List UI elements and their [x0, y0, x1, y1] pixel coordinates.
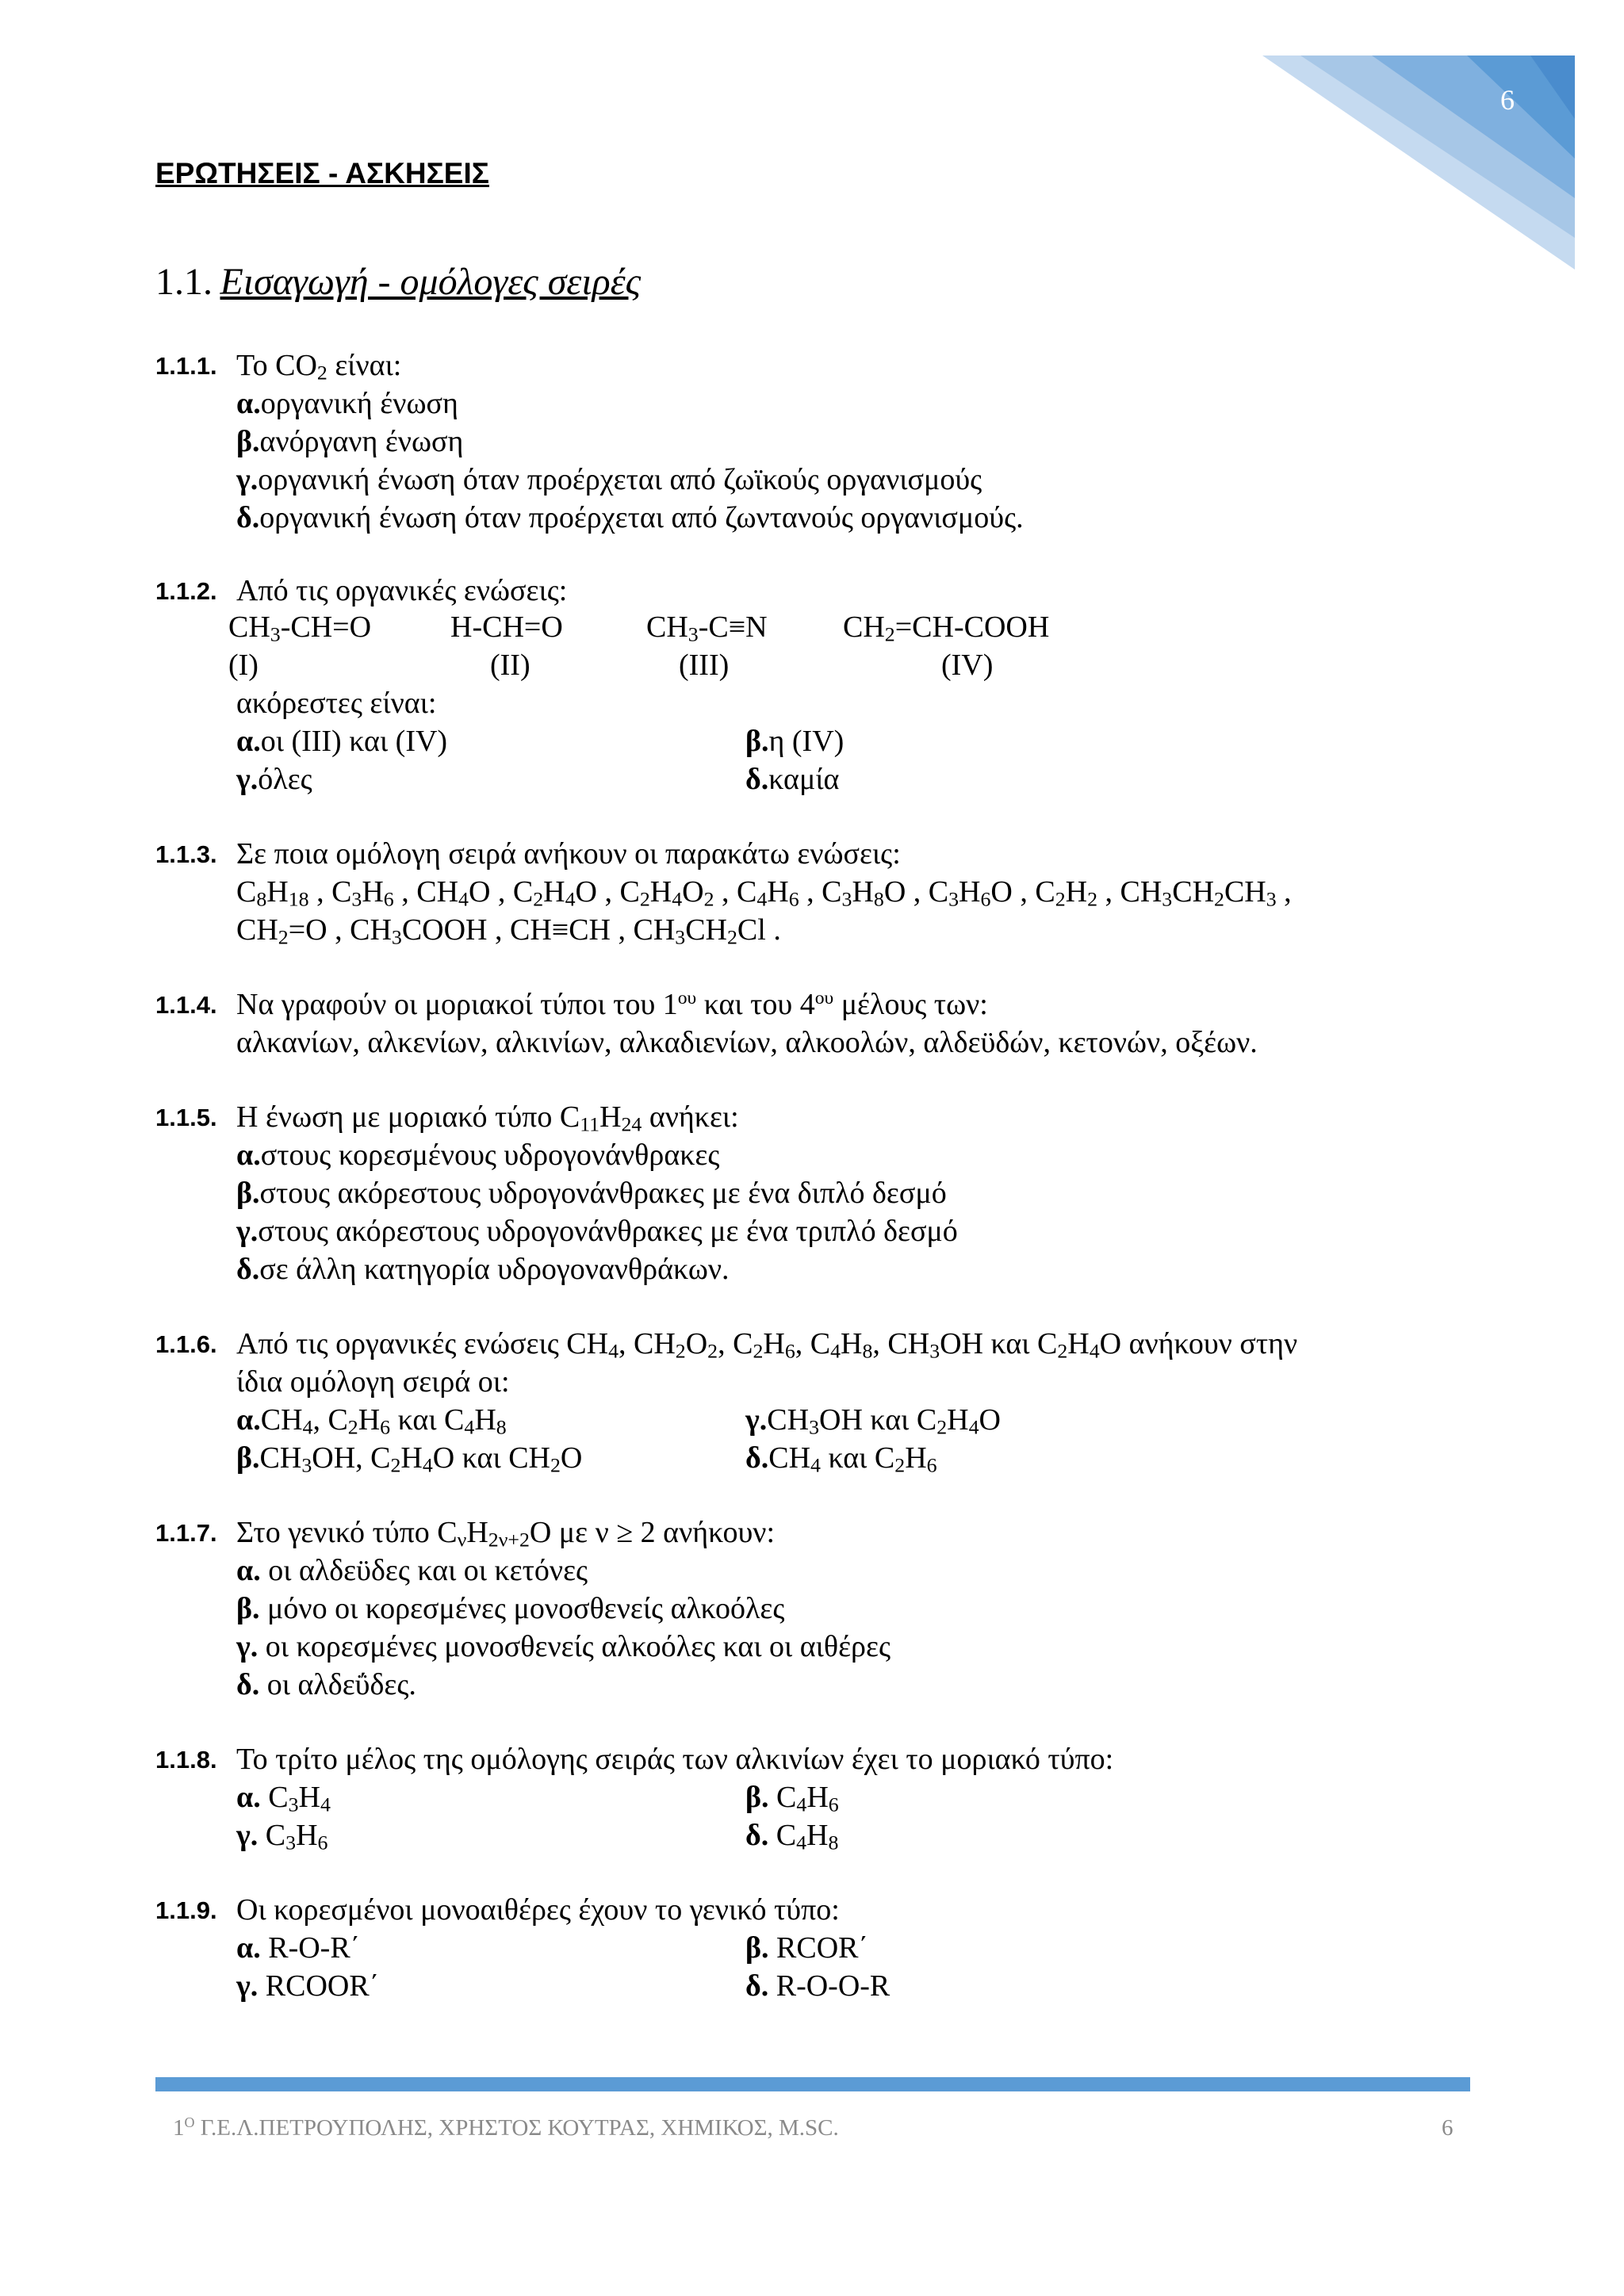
- option-a: α.οι (III) και (IV): [236, 725, 448, 758]
- question-stem-line-2: ίδια ομόλογη σειρά οι:: [236, 1365, 510, 1399]
- option-c: γ.όλες: [236, 763, 312, 796]
- formula-list-line-2: $CH_2=O$ , $CH_3COOH$ , CH≡CH , $CH_3CH_2Cl$ .: [236, 913, 781, 949]
- corner-ribbon-decoration: [1253, 0, 1624, 285]
- option-b: β. RCOR΄: [745, 1931, 869, 1965]
- question-stem: Το $CO_2$ είναι:: [236, 349, 402, 385]
- section-number: 1.1.: [155, 261, 213, 303]
- option-c: γ. RCOOR΄: [236, 1969, 380, 2003]
- compound-label: (II): [490, 649, 530, 682]
- option-d: δ. οι αλδεΰδες.: [236, 1668, 416, 1701]
- question-prompt: ακόρεστες είναι:: [236, 687, 437, 720]
- option-d: δ.οργανική ένωση όταν προέρχεται από ζωντανούς οργανισμούς.: [236, 501, 1024, 534]
- footer-rule: [155, 2077, 1470, 2091]
- option-c: γ. οι κορεσμένες μονοσθενείς αλκοόλες και οι αιθέρες: [236, 1630, 891, 1663]
- option-a: α. $C_3H_4$: [236, 1781, 331, 1816]
- option-a: α. οι αλδεϋδες και οι κετόνες: [236, 1554, 588, 1587]
- option-b: β.στους ακόρεστους υδρογονάνθρακες με ένα διπλό δεσμό: [236, 1177, 947, 1210]
- compound-label: (IV): [941, 649, 994, 682]
- option-d: δ.σε άλλη κατηγορία υδρογονανθράκων.: [236, 1253, 730, 1286]
- option-a: α.οργανική ένωση: [236, 387, 458, 420]
- section-title: Εισαγωγή - ομόλογες σειρές: [220, 261, 642, 303]
- corner-page-number: 6: [1500, 84, 1515, 116]
- formula-compound-4: $CH_2=CH$-COOH: [843, 610, 1050, 646]
- option-d: δ. R-O-O-R: [745, 1969, 891, 2003]
- question-stem: Οι κορεσμένοι μονοαιθέρες έχουν το γενικό τύπο:: [236, 1893, 840, 1927]
- question-number: 1.1.4.: [155, 991, 217, 1019]
- question-stem: Από τις οργανικές ενώσεις:: [236, 574, 568, 607]
- footer-page-number: 6: [1442, 2115, 1454, 2141]
- question-number: 1.1.5.: [155, 1104, 217, 1131]
- question-number: 1.1.9.: [155, 1896, 217, 1924]
- option-b: β.ανόργανη ένωση: [236, 425, 464, 458]
- option-c: γ.στους ακόρεστους υδρογονάνθρακες με ένα τριπλό δεσμό: [236, 1215, 958, 1248]
- option-a: α. R-O-R΄: [236, 1931, 361, 1965]
- option-c: γ. $C_3H_6$: [236, 1819, 328, 1854]
- option-d: δ.καμία: [745, 763, 840, 796]
- question-number: 1.1.7.: [155, 1519, 217, 1547]
- option-d: $\delta.CH_4$ και $C_2H_6$: [745, 1441, 937, 1477]
- option-b: $\beta.CH_3OH$, $C_2H_4O$ και $CH_2O$: [236, 1441, 583, 1477]
- question-stem: Στο γενικό τύπο $C_\nu H_{2\nu+2}O$ με ν ≥ 2 ανήκουν:: [236, 1516, 775, 1552]
- option-d: δ. $C_4H_8$: [745, 1819, 839, 1854]
- option-c: γ.οργανική ένωση όταν προέρχεται από ζωϊκούς οργανισμούς: [236, 463, 982, 496]
- option-a: $\alpha.CH_4$, $C_2H_6$ και $C_4H_8$: [236, 1403, 507, 1439]
- question-stem: Η ένωση με μοριακό τύπο $C_{11}H_{24}$ ανήκει:: [236, 1100, 739, 1136]
- formula-compound-2: H-CH=O: [450, 610, 563, 644]
- compound-label: (I): [228, 649, 259, 682]
- question-number: 1.1.6.: [155, 1330, 217, 1358]
- option-b: β. $C_4H_6$: [745, 1781, 839, 1816]
- formula-compound-3: $CH_3-C\equiv N$: [646, 610, 768, 646]
- question-stem: Σε ποια ομόλογη σειρά ανήκουν οι παρακάτω ενώσεις:: [236, 837, 901, 871]
- option-a: α.στους κορεσμένους υδρογονάνθρακες: [236, 1138, 720, 1172]
- option-c: $\gamma.CH_3OH$ και $C_2H_4O$: [745, 1403, 1001, 1439]
- formula-compound-1: $CH_3-CH=O$: [228, 610, 372, 646]
- page-header-title: ΕΡΩΤΗΣΕΙΣ - ΑΣΚΗΣΕΙΣ: [155, 157, 489, 189]
- question-number: 1.1.8.: [155, 1746, 217, 1774]
- option-b: β.η (IV): [745, 725, 845, 758]
- question-stem: Το τρίτο μέλος της ομόλογης σειράς των αλκινίων έχει το μοριακό τύπο:: [236, 1743, 1114, 1776]
- option-b: β. μόνο οι κορεσμένες μονοσθενείς αλκοόλες: [236, 1592, 785, 1625]
- formula-list-line-1: $C_8H_{18}$ , $C_3H_6$ , $CH_4O$ , $C_2H_4O$ , $C_2H_4O_2$ , $C_4H_6$ , $C_3H_8O$ , $C_3H_6O$ , $C_2H_2$ , $CH_3CH_2CH_3$ ,: [236, 875, 1292, 911]
- compound-label: (III): [679, 649, 730, 682]
- question-stem: Από τις οργανικές ενώσεις $CH_4$, $CH_2O_2$, $C_2H_6$, $C_4H_8$, $CH_3OH$ και $C_2H_4O$ ανήκουν στην: [236, 1327, 1298, 1363]
- section-heading: [155, 263, 641, 301]
- question-number: 1.1.3.: [155, 840, 217, 868]
- question-stem: Να γραφούν οι μοριακοί τύποι του $1^{o\upsilon}$ και του $4^{o\upsilon}$ μέλους των:: [236, 988, 988, 1021]
- question-stem-line-2: αλκανίων, αλκενίων, αλκινίων, αλκαδιενίων, αλκοολών, αλδεϋδών, κετονών, οξέων.: [236, 1026, 1258, 1059]
- footer-school-author: $1^O$ Γ.Ε.Λ.ΠΕΤΡΟΥΠΟΛΗΣ, ΧΡΗΣΤΟΣ ΚΟΥΤΡΑΣ, ΧΗΜΙΚΟΣ, M.SC.: [173, 2114, 839, 2141]
- question-number: 1.1.1.: [155, 352, 217, 380]
- question-number: 1.1.2.: [155, 577, 217, 605]
